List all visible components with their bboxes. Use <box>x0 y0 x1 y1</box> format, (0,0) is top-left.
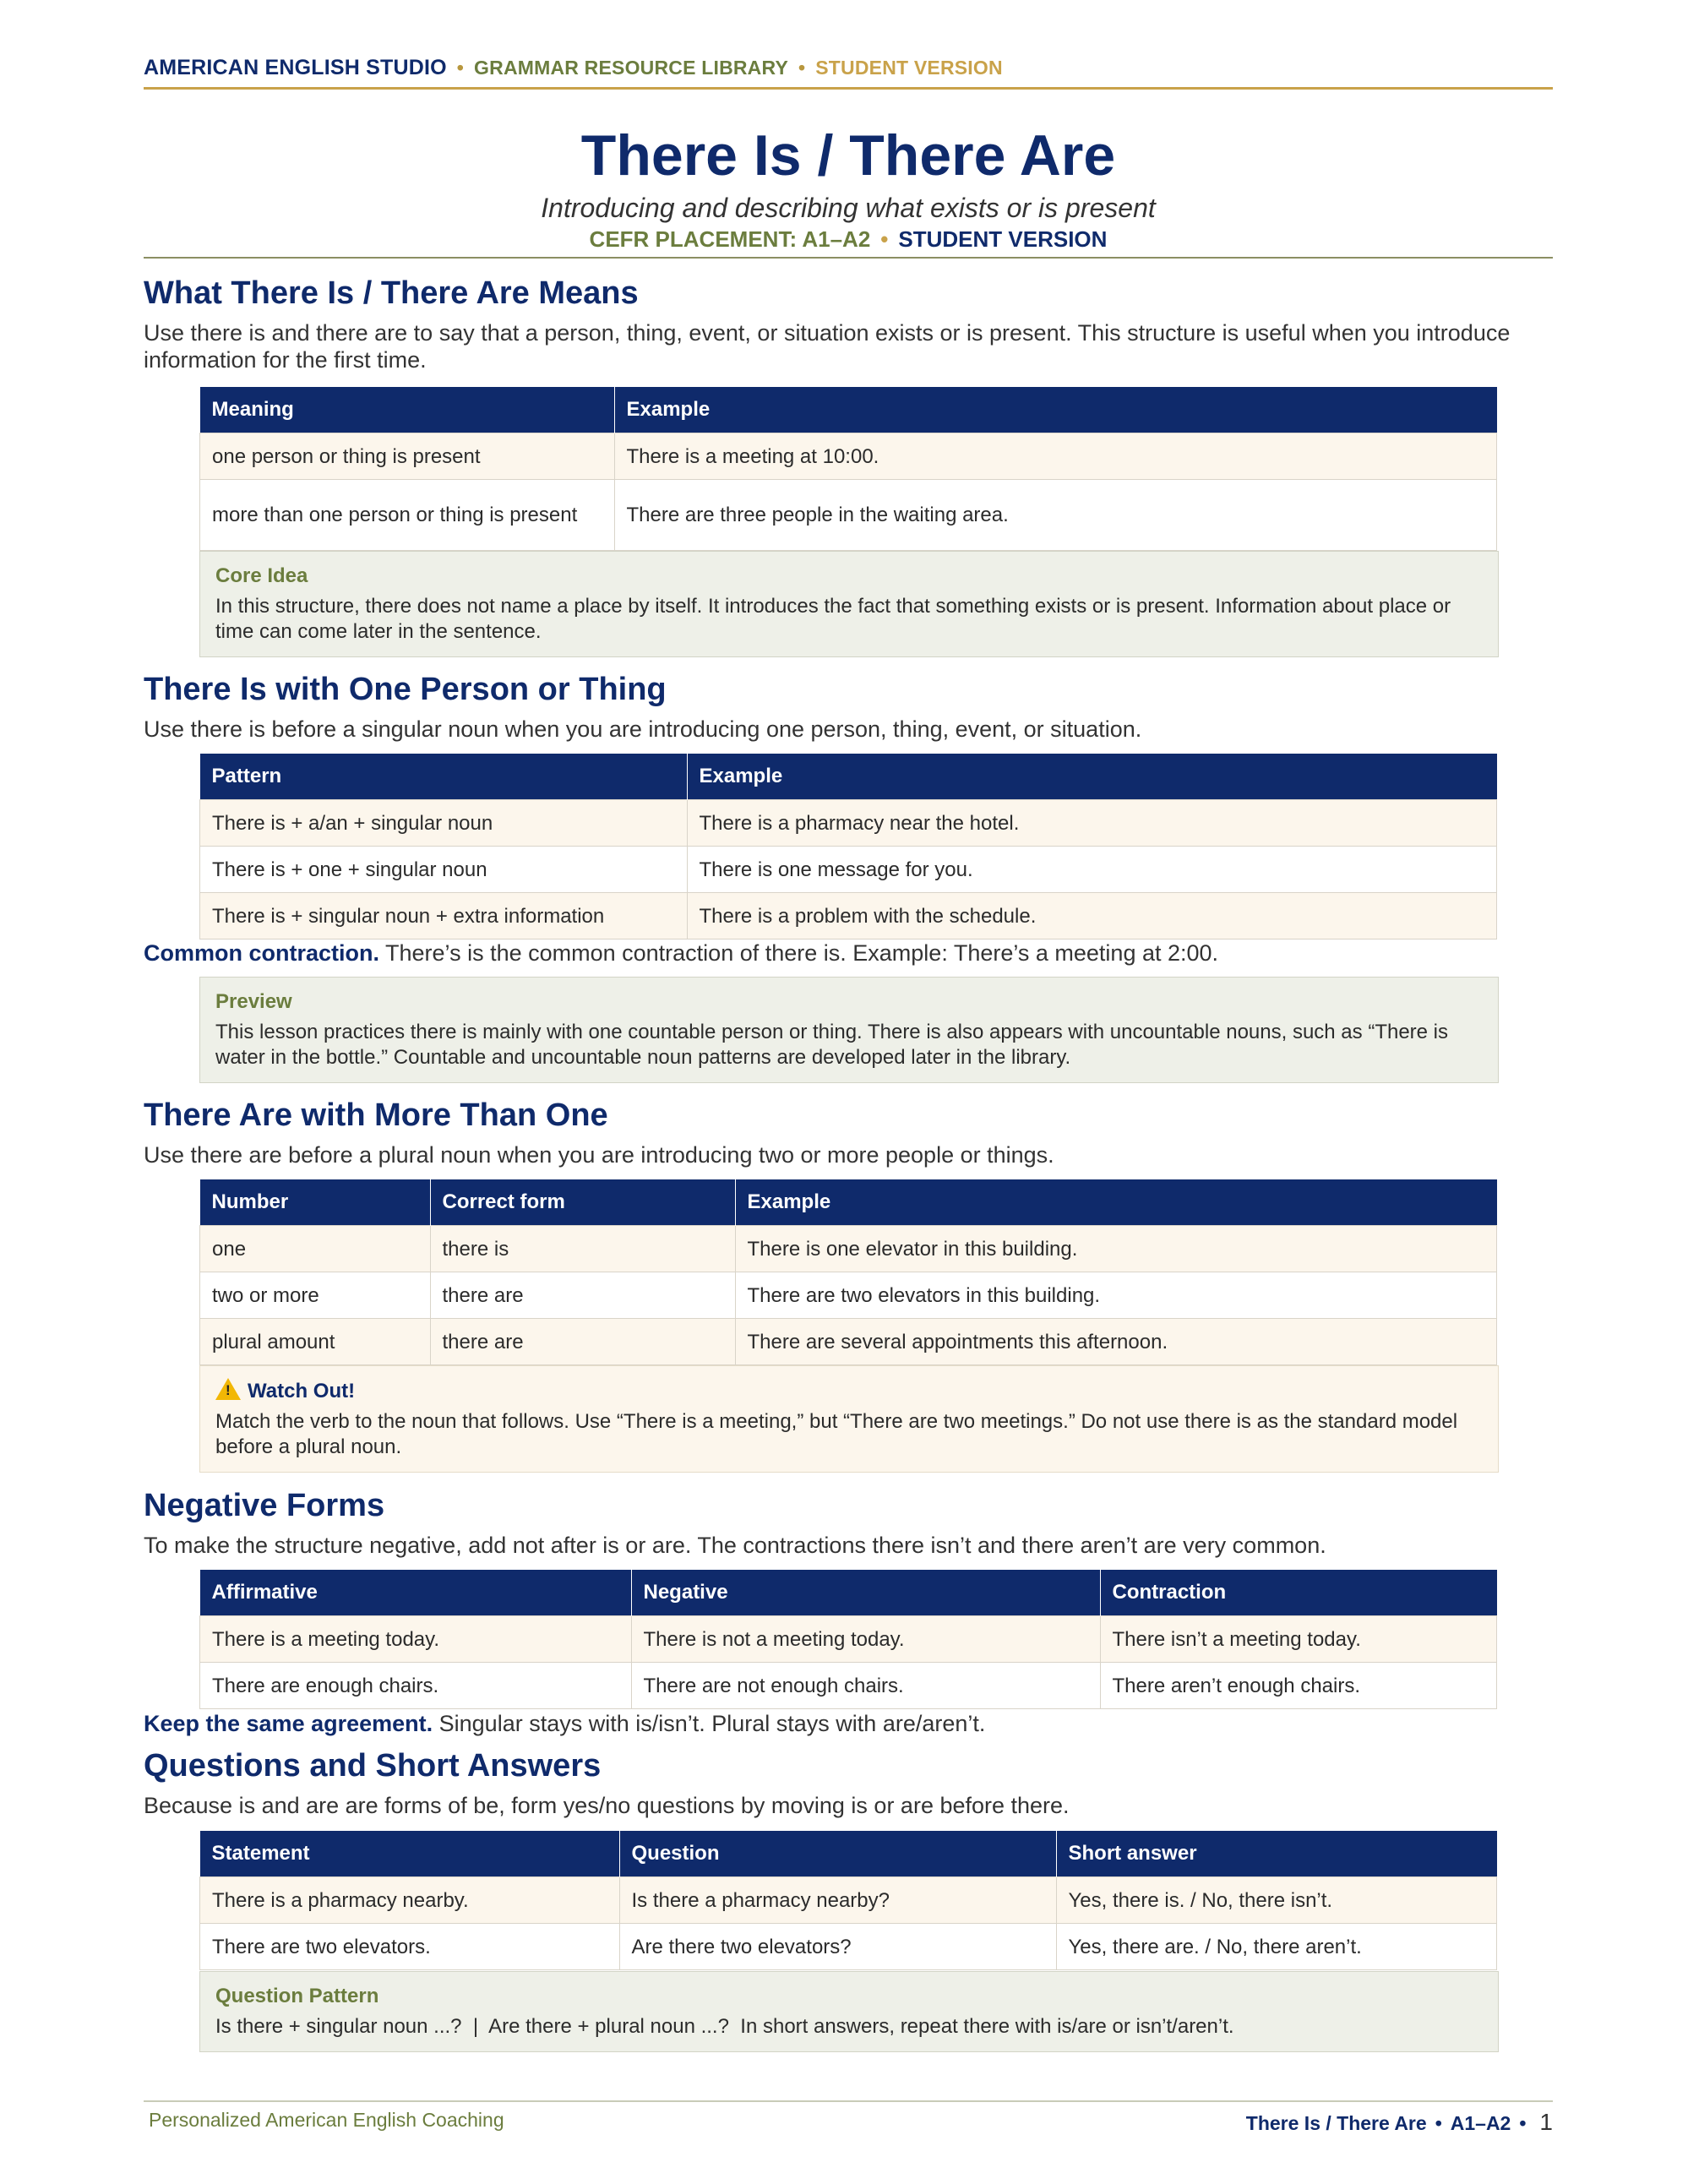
footer-info <box>1246 2109 1553 2136</box>
preview-box <box>199 977 1499 1083</box>
table-cell: one <box>200 1226 431 1272</box>
table-cell: Is there a pharmacy nearby? <box>619 1877 1056 1924</box>
table-cell: There are two elevators. <box>200 1924 620 1970</box>
note-title: Core Idea <box>215 564 308 587</box>
footer-tagline: Personalized American English Coaching <box>149 2109 504 2131</box>
section-heading-meaning: What There Is / There Are Means <box>144 275 639 311</box>
table-header: Example <box>687 754 1497 800</box>
table-row <box>200 433 1497 480</box>
footer-rule <box>144 2100 1553 2102</box>
page-subtitle: Introducing and describing what exists or is present <box>541 193 1156 223</box>
table-cell: there are <box>430 1319 735 1365</box>
brand-name: AMERICAN ENGLISH STUDIO <box>144 56 447 79</box>
table-cell: There is one message for you. <box>687 847 1497 893</box>
table-cell: There aren’t enough chairs. <box>1100 1663 1497 1709</box>
question-pattern-box <box>199 1971 1499 2052</box>
table-cell: There are enough chairs. <box>200 1663 632 1709</box>
section-heading-there-is: There Is with One Person or Thing <box>144 672 667 707</box>
table-cell: one person or thing is present <box>200 433 615 480</box>
watch-out-box <box>199 1365 1499 1473</box>
note-text: Is there + singular noun ...? | Are there + plural noun ...? In short answers, repeat there with is/are or isn’t/aren’t. <box>215 2015 1234 2038</box>
pattern-table <box>199 754 1497 940</box>
warn-title-row <box>215 1378 1483 1404</box>
table-row <box>200 893 1497 940</box>
table-header: Question <box>619 1831 1056 1877</box>
footer-topic: There Is / There Are <box>1245 2112 1427 2134</box>
table-header: Number <box>200 1179 431 1226</box>
table-cell: There is a meeting today. <box>200 1616 632 1663</box>
table-cell: There is a meeting at 10:00. <box>614 433 1497 480</box>
table-cell: Are there two elevators? <box>619 1924 1056 1970</box>
table-header: Statement <box>200 1831 620 1877</box>
section-heading-negative: Negative Forms <box>144 1488 385 1523</box>
section-intro: To make the structure negative, add not after is or are. The contractions there isn’t and there aren’t are very common. <box>144 1533 1326 1558</box>
table-row <box>200 1226 1497 1272</box>
running-header <box>144 56 1553 80</box>
section-intro: Use there is before a singular noun when you are introducing one person, thing, event, or situation. <box>144 716 1142 742</box>
contraction-text: There’s is the common contraction of there is. Example: There’s a meeting at 2:00. <box>379 940 1219 966</box>
questions-table <box>199 1831 1497 1970</box>
table-cell: There is a pharmacy nearby. <box>200 1877 620 1924</box>
library-name: GRAMMAR RESOURCE LIBRARY <box>474 57 788 79</box>
title-rule <box>144 257 1553 259</box>
table-cell: There is + a/an + singular noun <box>200 800 688 847</box>
table-header: Contraction <box>1100 1570 1497 1616</box>
table-cell: There is one elevator in this building. <box>735 1226 1497 1272</box>
table-cell: Yes, there are. / No, there aren’t. <box>1056 1924 1497 1970</box>
agreement-label: Keep the same agreement. <box>144 1711 433 1736</box>
table-cell: There are two elevators in this building. <box>735 1272 1497 1319</box>
header-rule <box>144 87 1553 90</box>
table-cell: There are not enough chairs. <box>631 1663 1100 1709</box>
table-row <box>200 1272 1497 1319</box>
page-number: 1 <box>1539 2109 1553 2135</box>
table-row <box>200 847 1497 893</box>
warn-title: Watch Out! <box>248 1380 356 1402</box>
section-intro: Use there is and there are to say that a person, thing, event, or situation exists or is present. This structure is useful when you introduce information for the first time. <box>144 320 1511 373</box>
separator-dot: • <box>1435 2112 1442 2134</box>
table-row <box>200 1924 1497 1970</box>
separator-dot: • <box>456 57 465 79</box>
placement-line <box>144 226 1553 253</box>
table-cell: There are three people in the waiting area. <box>614 480 1497 551</box>
note-text: This lesson practices there is mainly with one countable person or thing. There is also appears with uncountable nouns, such as “There is water in the bottle.” Countable and uncountable noun patterns are developed later in the library. <box>215 1021 1449 1069</box>
table-cell: There is not a meeting today. <box>631 1616 1100 1663</box>
table-cell: There is a pharmacy near the hotel. <box>687 800 1497 847</box>
table-header: Example <box>735 1179 1497 1226</box>
placement-version: STUDENT VERSION <box>898 226 1108 252</box>
section-heading-questions: Questions and Short Answers <box>144 1748 602 1784</box>
meaning-table <box>199 387 1497 551</box>
table-cell: There is + one + singular noun <box>200 847 688 893</box>
table-header: Short answer <box>1056 1831 1497 1877</box>
table-header: Negative <box>631 1570 1100 1616</box>
table-header: Example <box>614 387 1497 433</box>
table-cell: plural amount <box>200 1319 431 1365</box>
note-title: Question Pattern <box>215 1985 379 2007</box>
table-cell: There is a problem with the schedule. <box>687 893 1497 940</box>
negative-table <box>199 1570 1497 1709</box>
page-title: There Is / There Are <box>580 123 1116 188</box>
table-cell: There isn’t a meeting today. <box>1100 1616 1497 1663</box>
contraction-label: Common contraction. <box>144 940 380 966</box>
table-cell: There are several appointments this afternoon. <box>735 1319 1497 1365</box>
table-cell: two or more <box>200 1272 431 1319</box>
table-header: Pattern <box>200 754 688 800</box>
table-row <box>200 1319 1497 1365</box>
separator-dot: • <box>880 226 889 252</box>
table-cell: There is + singular noun + extra information <box>200 893 688 940</box>
separator-dot: • <box>1519 2112 1527 2134</box>
number-table <box>199 1179 1497 1365</box>
cefr-level: CEFR PLACEMENT: A1–A2 <box>589 226 871 252</box>
note-text: In this structure, there does not name a place by itself. It introduces the fact that something exists or is present. Information about place or time can come later in the sentence. <box>215 595 1451 643</box>
table-row <box>200 1663 1497 1709</box>
agreement-note <box>144 1710 1553 1737</box>
section-intro: Because is and are are forms of be, form yes/no questions by moving is or are before there. <box>144 1793 1070 1818</box>
table-row <box>200 800 1497 847</box>
table-header: Affirmative <box>200 1570 632 1616</box>
table-cell: there are <box>430 1272 735 1319</box>
table-row <box>200 1616 1497 1663</box>
section-intro: Use there are before a plural noun when you are introducing two or more people or things. <box>144 1142 1054 1168</box>
table-cell: more than one person or thing is present <box>200 480 615 551</box>
footer-level: A1–A2 <box>1450 2112 1511 2134</box>
warn-text: Match the verb to the noun that follows. Use “There is a meeting,” but “There are two meetings.” Do not use there is as the standard model before a plural noun. <box>215 1410 1458 1458</box>
table-cell: there is <box>430 1226 735 1272</box>
separator-dot: • <box>798 57 806 79</box>
table-cell: Yes, there is. / No, there isn’t. <box>1056 1877 1497 1924</box>
warning-icon: ! <box>215 1378 241 1400</box>
section-heading-there-are: There Are with More Than One <box>144 1097 608 1133</box>
version-label: STUDENT VERSION <box>815 57 1003 79</box>
agreement-text: Singular stays with is/isn’t. Plural stays with are/aren’t. <box>433 1711 986 1736</box>
table-header: Correct form <box>430 1179 735 1226</box>
table-row <box>200 1877 1497 1924</box>
note-title: Preview <box>215 990 292 1013</box>
table-header: Meaning <box>200 387 615 433</box>
core-idea-box <box>199 551 1499 657</box>
contraction-note <box>144 940 1553 967</box>
table-row <box>200 480 1497 551</box>
